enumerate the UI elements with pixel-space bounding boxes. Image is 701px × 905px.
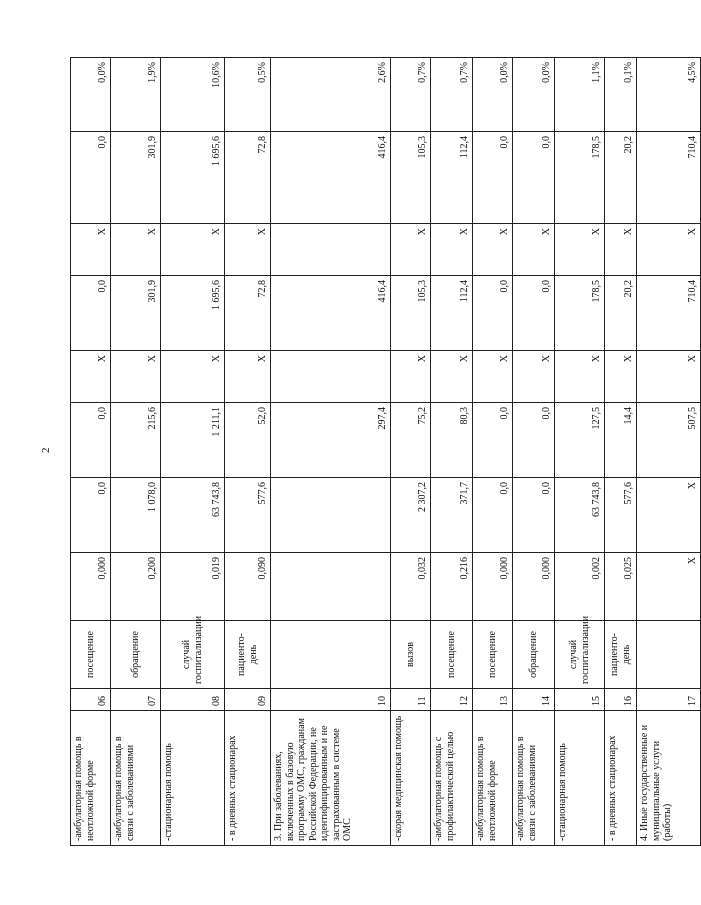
row-name: -амбулаторная помощь в связи с заболеваниями — [111, 711, 161, 846]
table-row — [161, 58, 225, 846]
row-percent: 0,5% — [225, 58, 271, 132]
row-name: 3. При заболеваниях, включенных в базовую программу ОМС, гражданам Российской Федерации, не идентифицированным и не застрахованным в системе ОМС — [271, 711, 391, 846]
row-unit: посещение — [71, 621, 111, 689]
row-norm-volume: 0,200 — [111, 553, 161, 621]
row-percent: 0,7% — [431, 58, 473, 132]
row-code: 07 — [111, 689, 161, 711]
row-cost-total: 112,4 — [431, 132, 473, 224]
page-number: 2 — [40, 447, 52, 453]
table-row — [473, 58, 513, 846]
row-unit: случай госпитализации — [161, 621, 225, 689]
row-unit — [637, 621, 701, 689]
row-norm-cost: 0,0 — [513, 478, 555, 553]
row-cost-budget: 301,9 — [111, 276, 161, 351]
data-table — [70, 57, 701, 846]
row-name: -скорая медицинская помощь — [391, 711, 431, 846]
row-cost-oms — [271, 224, 391, 276]
row-cost-oms: X — [225, 224, 271, 276]
row-cost-oms: X — [637, 224, 701, 276]
row-norm-volume: 0,216 — [431, 553, 473, 621]
table-row — [271, 58, 391, 846]
row-per-capita-budget: 215,6 — [111, 403, 161, 478]
table-body — [71, 58, 701, 846]
row-percent: 0,0% — [71, 58, 111, 132]
row-cost-budget: 710,4 — [637, 276, 701, 351]
row-cost-oms: X — [111, 224, 161, 276]
row-per-capita-budget: 0,0 — [473, 403, 513, 478]
row-norm-volume: X — [637, 553, 701, 621]
row-per-capita-oms: X — [431, 351, 473, 403]
row-norm-cost: 0,0 — [71, 478, 111, 553]
row-code: 10 — [271, 689, 391, 711]
row-per-capita-oms: X — [513, 351, 555, 403]
row-code: 13 — [473, 689, 513, 711]
row-per-capita-oms: X — [473, 351, 513, 403]
row-per-capita-oms: X — [637, 351, 701, 403]
row-name: -амбулаторная помощь в неотложной форме — [473, 711, 513, 846]
row-norm-volume: 0,000 — [473, 553, 513, 621]
row-unit: вызов — [391, 621, 431, 689]
row-per-capita-oms — [271, 351, 391, 403]
row-cost-oms: X — [161, 224, 225, 276]
row-cost-total: 178,5 — [555, 132, 605, 224]
row-cost-oms: X — [605, 224, 637, 276]
row-norm-volume: 0,002 — [555, 553, 605, 621]
row-cost-total: 0,0 — [71, 132, 111, 224]
row-percent: 0,0% — [473, 58, 513, 132]
row-percent: 2,6% — [271, 58, 391, 132]
row-cost-oms: X — [431, 224, 473, 276]
table-row — [111, 58, 161, 846]
row-cost-budget: 0,0 — [71, 276, 111, 351]
row-norm-cost — [271, 478, 391, 553]
row-code: 09 — [225, 689, 271, 711]
row-norm-cost: 63 743,8 — [555, 478, 605, 553]
row-name: 4. Иные государственные и муниципальные услуги (работы) — [637, 711, 701, 846]
row-per-capita-budget: 127,5 — [555, 403, 605, 478]
row-code: 16 — [605, 689, 637, 711]
row-cost-total: 105,3 — [391, 132, 431, 224]
row-name: -амбулаторная помощь с профилактической целью — [431, 711, 473, 846]
row-unit: случай госпитализации — [555, 621, 605, 689]
row-per-capita-budget: 0,0 — [513, 403, 555, 478]
row-per-capita-oms: X — [391, 351, 431, 403]
row-code: 12 — [431, 689, 473, 711]
rotated-table-container — [70, 58, 698, 846]
row-norm-cost: 63 743,8 — [161, 478, 225, 553]
row-norm-volume: 0,000 — [513, 553, 555, 621]
row-norm-volume: 0,090 — [225, 553, 271, 621]
row-code: 14 — [513, 689, 555, 711]
row-cost-total: 416,4 — [271, 132, 391, 224]
row-code: 17 — [637, 689, 701, 711]
row-norm-cost: 577,6 — [605, 478, 637, 553]
row-cost-oms: X — [71, 224, 111, 276]
row-norm-volume: 0,019 — [161, 553, 225, 621]
row-per-capita-oms: X — [555, 351, 605, 403]
row-code: 11 — [391, 689, 431, 711]
row-percent: 0,0% — [513, 58, 555, 132]
table-row — [637, 58, 701, 846]
row-cost-oms: X — [555, 224, 605, 276]
table-row — [391, 58, 431, 846]
row-per-capita-budget: 1 211,1 — [161, 403, 225, 478]
row-per-capita-oms: X — [605, 351, 637, 403]
row-per-capita-oms: X — [111, 351, 161, 403]
row-norm-cost: X — [637, 478, 701, 553]
table-row — [605, 58, 637, 846]
row-cost-budget: 1 695,6 — [161, 276, 225, 351]
row-per-capita-oms: X — [71, 351, 111, 403]
row-norm-volume: 0,025 — [605, 553, 637, 621]
row-norm-cost: 371,7 — [431, 478, 473, 553]
row-norm-cost: 0,0 — [473, 478, 513, 553]
row-unit: посещение — [431, 621, 473, 689]
row-cost-total: 20,2 — [605, 132, 637, 224]
row-norm-cost: 2 307,2 — [391, 478, 431, 553]
row-per-capita-budget: 14,4 — [605, 403, 637, 478]
row-per-capita-oms: X — [225, 351, 271, 403]
table-row — [431, 58, 473, 846]
row-cost-budget: 105,3 — [391, 276, 431, 351]
row-unit: посещение — [473, 621, 513, 689]
row-cost-total: 710,4 — [637, 132, 701, 224]
table-row — [513, 58, 555, 846]
row-norm-volume: 0,000 — [71, 553, 111, 621]
row-unit: пациенто-день — [605, 621, 637, 689]
table-row — [555, 58, 605, 846]
row-norm-cost: 1 078,0 — [111, 478, 161, 553]
row-per-capita-budget: 297,4 — [271, 403, 391, 478]
row-cost-total: 0,0 — [513, 132, 555, 224]
row-cost-budget: 0,0 — [473, 276, 513, 351]
row-percent: 1,9% — [111, 58, 161, 132]
row-code: 15 — [555, 689, 605, 711]
row-per-capita-budget: 507,5 — [637, 403, 701, 478]
row-percent: 4,5% — [637, 58, 701, 132]
row-code: 06 — [71, 689, 111, 711]
row-name: -амбулаторная помощь в связи с заболеваниями — [513, 711, 555, 846]
row-cost-budget: 178,5 — [555, 276, 605, 351]
row-cost-total: 72,8 — [225, 132, 271, 224]
row-cost-budget: 0,0 — [513, 276, 555, 351]
row-cost-budget: 20,2 — [605, 276, 637, 351]
table-row — [71, 58, 111, 846]
row-cost-total: 0,0 — [473, 132, 513, 224]
row-name: -стационарная помощь — [555, 711, 605, 846]
row-cost-budget: 416,4 — [271, 276, 391, 351]
row-per-capita-budget: 52,0 — [225, 403, 271, 478]
row-cost-oms: X — [473, 224, 513, 276]
row-percent: 0,1% — [605, 58, 637, 132]
row-unit: пациенто-день — [225, 621, 271, 689]
row-percent: 1,1% — [555, 58, 605, 132]
row-cost-budget: 72,8 — [225, 276, 271, 351]
row-code: 08 — [161, 689, 225, 711]
row-cost-total: 301,9 — [111, 132, 161, 224]
row-percent: 10,6% — [161, 58, 225, 132]
row-per-capita-oms: X — [161, 351, 225, 403]
row-norm-volume: 0,032 — [391, 553, 431, 621]
row-name: - в дневных стационарах — [225, 711, 271, 846]
row-unit: обращение — [513, 621, 555, 689]
row-cost-total: 1 695,6 — [161, 132, 225, 224]
row-per-capita-budget: 80,3 — [431, 403, 473, 478]
row-cost-oms: X — [513, 224, 555, 276]
row-name: - в дневных стационарах — [605, 711, 637, 846]
row-unit: обращение — [111, 621, 161, 689]
table-row — [225, 58, 271, 846]
row-name: -амбулаторная помощь в неотложной форме — [71, 711, 111, 846]
row-cost-oms: X — [391, 224, 431, 276]
row-name: -стационарная помощь — [161, 711, 225, 846]
row-per-capita-budget: 75,2 — [391, 403, 431, 478]
row-percent: 0,7% — [391, 58, 431, 132]
row-unit — [271, 621, 391, 689]
row-norm-volume — [271, 553, 391, 621]
row-norm-cost: 577,6 — [225, 478, 271, 553]
row-cost-budget: 112,4 — [431, 276, 473, 351]
row-per-capita-budget: 0,0 — [71, 403, 111, 478]
